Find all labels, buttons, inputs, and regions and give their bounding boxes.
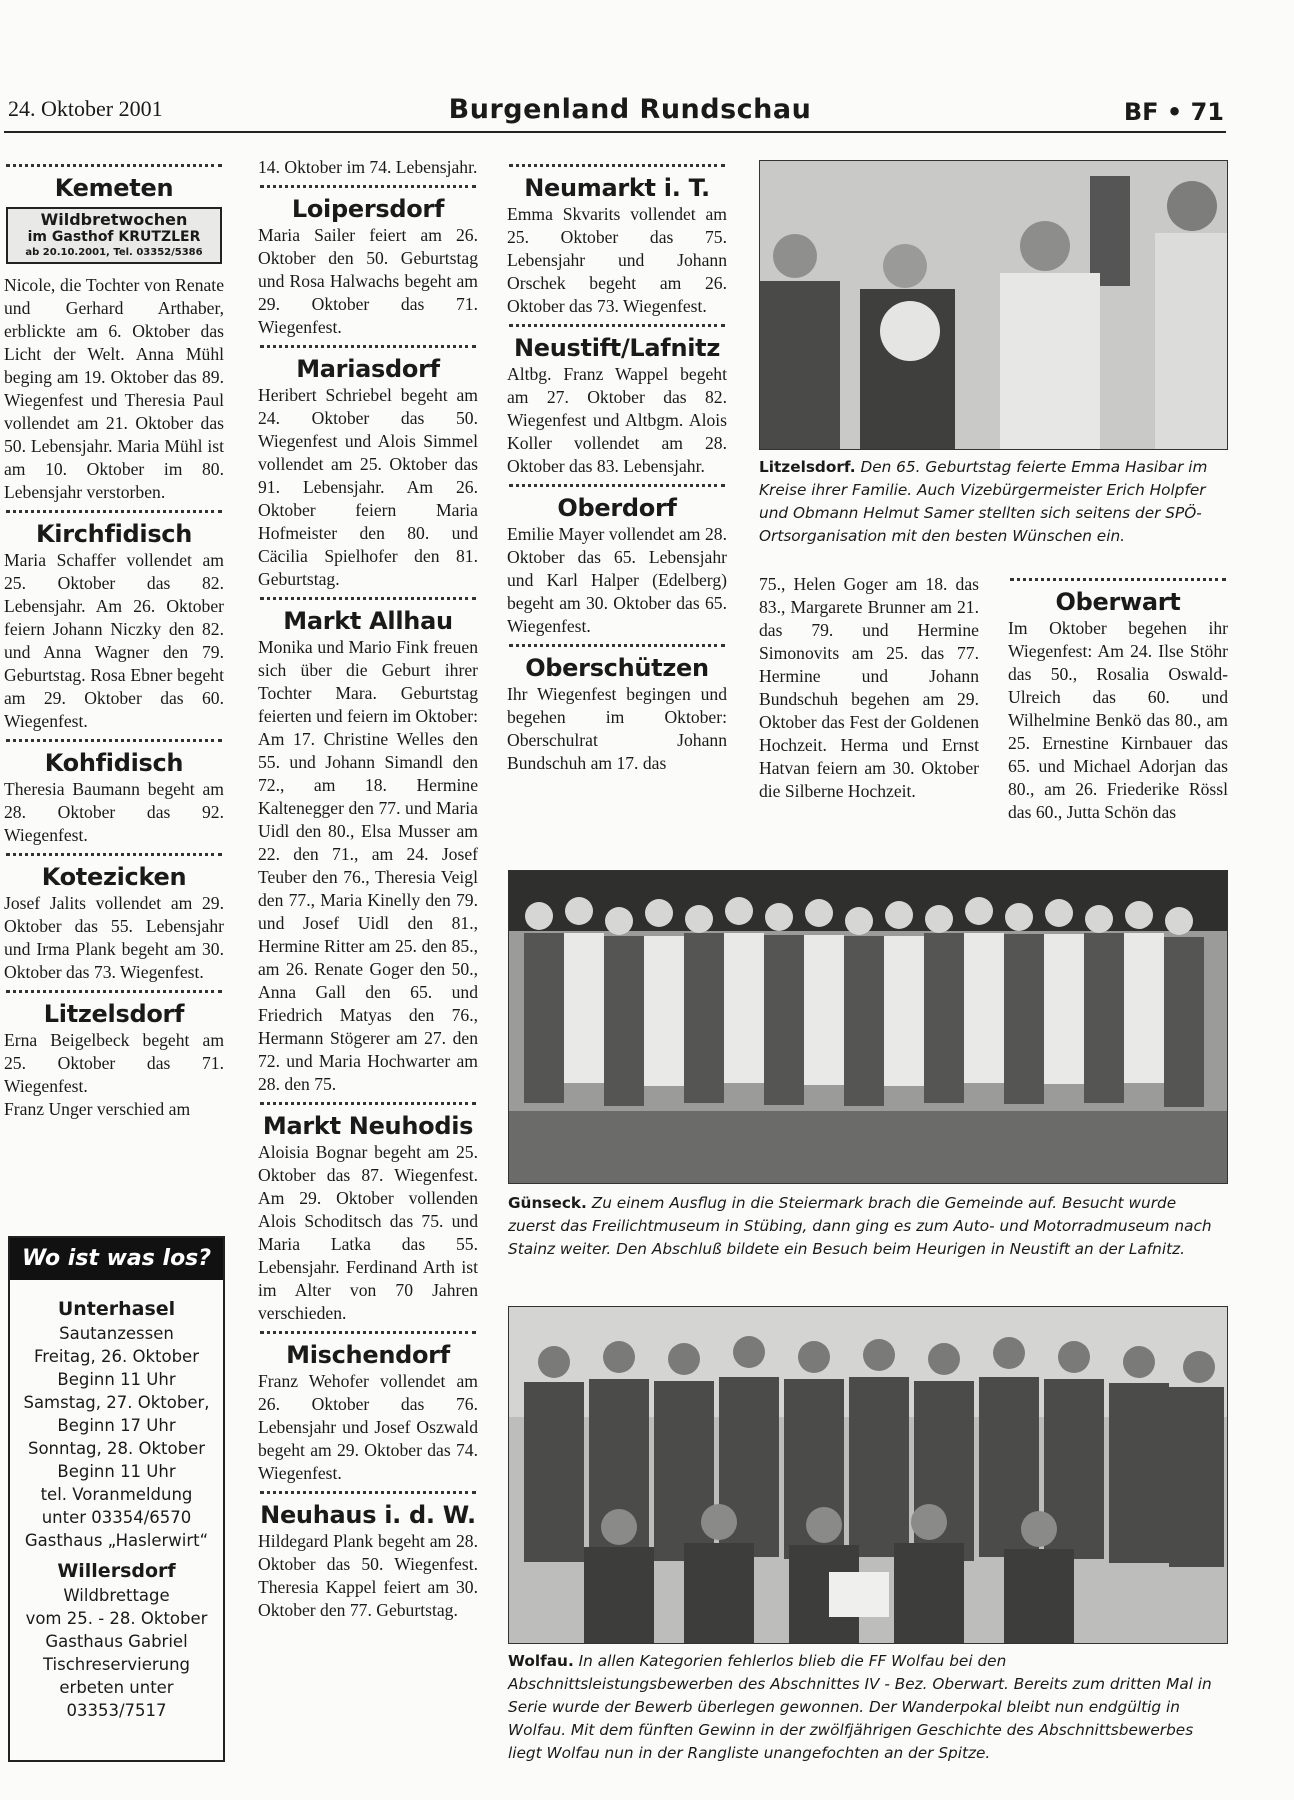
article-text: Franz Wehofer vollendet am 26. Oktober das 76. Lebensjahr und Josef Oszwald begeht am 29. Oktober das 74. Wiegenfest. — [258, 1371, 478, 1483]
event-line: tel. Voranmeldung — [40, 1485, 193, 1504]
article-text: Emma Skvarits vollendet am 25. Oktober das 75. Lebensjahr und Johann Orschek begeht am 26. Oktober das 73. Wiegenfest. — [507, 204, 727, 316]
article-text: 75., Helen Goger am 18. das 83., Margarete Brunner am 21. das 79. und Hermine Simonovits am 25. das 77. Hermine und Johann Bundschuh begehen am 29. Oktober das Fest der Goldenen Hochzeit. Herma und Ernst Hatvan feiern am 30. Oktober die Silberne Hochzeit. — [759, 574, 979, 801]
caption-guenseck — [508, 1192, 1226, 1261]
section-heading-kotezicken: Kotezicken — [41, 863, 187, 891]
article-text: Monika und Mario Fink freuen sich über die Geburt ihrer Tochter Mara. Geburtstag feierten und feiern im Oktober: Am 17. Christine Welles den 55. und Johann Simandl den 72., am 18. Hermine Kaltenegger den 77. und Maria Uidl den 80., Elsa Musser am 22. den 71., am 24. Josef Teuber den 76., Theresia Veigl den 77., Maria Kinelly den 79. und Josef Uidl den 81., Hermine Ritter am 25. den 85., am 26. Renate Goger den 50., Anna Gall den 65. und Friedrich Matyas den 76., Hermann Stögerer am 27. den 72. und Maria Hochwarter am 28. den 75. — [258, 637, 478, 1094]
column-5 — [1008, 572, 1228, 824]
divider — [6, 510, 222, 513]
section-heading-neumarkt: Neumarkt i. T. — [524, 174, 710, 202]
events-title: Wo ist was los? — [10, 1238, 223, 1280]
divider — [6, 990, 222, 993]
caption-place: Günseck. — [508, 1194, 587, 1212]
column-1 — [4, 158, 224, 1121]
caption-text: Den 65. Geburtstag feierte Emma Hasibar im Kreise ihrer Familie. Auch Vizebürgermeister Erich Holpfer und Obmann Helmut Samer stellten sich seitens der SPÖ-Ortsorganisation mit den besten Wünschen ein. — [759, 458, 1208, 545]
event-line: erbeten unter — [59, 1678, 174, 1697]
caption-litzelsdorf — [759, 456, 1226, 548]
newspaper-title: Burgenland Rundschau — [448, 94, 812, 125]
article-text: 14. Oktober im 74. Lebensjahr. — [258, 157, 478, 177]
article-text: Erna Beigelbeck begeht am 25. Oktober das 71. Wiegenfest. — [4, 1030, 224, 1096]
article-text: Emilie Mayer vollendet am 28. Oktober das 65. Lebensjahr und Karl Halper (Edelberg) begeht am 30. Oktober das 65. Wiegenfest. — [507, 524, 727, 636]
event-line: Tischreservierung — [42, 1655, 191, 1674]
column-4 — [759, 573, 979, 803]
section-heading-oberschuetzen: Oberschützen — [525, 654, 709, 682]
divider — [509, 164, 725, 167]
caption-text: In allen Kategorien fehlerlos blieb die FF Wolfau bei den Abschnittsleistungsbewerben des Abschnittes IV - Bez. Oberwart. Bereits zum dritten Mal in Serie wurde der Bewerb überlegen gewonnen. Der Wanderpokal bleibt nun endgültig in Wolfau. Mit dem fünften Gewinn in der zwölfjährigen Geschichte des Abschnittsbewerbes liegt Wolfau nun in der Rangliste unangefochten an der Spitze. — [508, 1652, 1212, 1762]
photo-people-illustration — [760, 161, 1227, 449]
section-heading-oberdorf: Oberdorf — [557, 494, 677, 522]
issue-date: 24. Oktober 2001 — [8, 96, 163, 121]
photo-group-illustration — [509, 871, 1227, 1183]
photo-guenseck — [508, 870, 1228, 1184]
page-number: BF • 71 — [1123, 98, 1224, 126]
event-line: Freitag, 26. Oktober — [34, 1347, 199, 1366]
divider — [260, 1102, 476, 1105]
article-text: Theresia Baumann begeht am 28. Oktober das 92. Wiegenfest. — [4, 779, 224, 845]
article-text: Altbg. Franz Wappel begeht am 27. Oktober das 82. Wiegenfest und Altbgm. Alois Koller vollendet am 28. Oktober das 83. Lebensjahr. — [507, 364, 727, 476]
article-text: Maria Schaffer vollendet am 25. Oktober das 82. Lebensjahr. Am 26. Oktober feiern Johann Niczky den 82. und Anna Wagner den 79. Geburtstag. Rosa Ebner begeht am 29. Oktober das 60. Wiegenfest. — [4, 550, 224, 731]
event-line: Beginn 11 Uhr — [57, 1370, 176, 1389]
section-heading-loipersdorf: Loipersdorf — [291, 195, 445, 223]
column-2 — [258, 156, 478, 1622]
divider — [6, 164, 222, 167]
section-heading-markt-allhau: Markt Allhau — [283, 607, 453, 635]
event-heading-willersdorf: Willersdorf — [57, 1560, 176, 1582]
column-3 — [507, 158, 727, 775]
section-heading-litzelsdorf: Litzelsdorf — [43, 1000, 185, 1028]
divider — [509, 484, 725, 487]
event-heading-unterhasel: Unterhasel — [57, 1298, 176, 1320]
section-heading-kohfidisch: Kohfidisch — [44, 749, 184, 777]
divider — [509, 324, 725, 327]
event-line: Gasthaus „Haslerwirt“ — [24, 1531, 209, 1550]
ad-wildbretwochen — [6, 207, 222, 264]
events-box — [8, 1236, 225, 1762]
divider — [260, 345, 476, 348]
article-text: Nicole, die Tochter von Renate und Gerhard Arthaber, erblickte am 6. Oktober das Licht der Welt. Anna Mühl beging am 19. Oktober das 89. Wiegenfest und Theresia Paul vollendet am 21. Oktober das 50. Lebensjahr. Maria Mühl ist am 10. Oktober im 80. Lebensjahr verstorben. — [4, 275, 224, 502]
section-heading-mariasdorf: Mariasdorf — [296, 355, 440, 383]
article-text: Franz Unger verschied am — [4, 1099, 191, 1119]
event-line: Sautanzessen — [59, 1324, 174, 1343]
article-text: Hildegard Plank begeht am 28. Oktober das 50. Wiegenfest. Theresia Kappel feiert am 30. Oktober den 77. Geburtstag. — [258, 1531, 478, 1620]
event-line: vom 25. - 28. Oktober — [25, 1609, 208, 1628]
caption-wolfau — [508, 1650, 1226, 1765]
article-text: Heribert Schriebel begeht am 24. Oktober das 50. Wiegenfest und Alois Simmel vollendet am 25. Oktober das 91. Lebensjahr. Am 26. Oktober feiern Maria Hofmeister den 80. und Cäcilia Spielhofer den 81. Geburtstag. — [258, 385, 478, 589]
event-line: unter 03354/6570 — [41, 1508, 192, 1527]
section-heading-kemeten: Kemeten — [54, 174, 174, 202]
ad-line: im Gasthof KRUTZLER — [27, 229, 201, 245]
divider — [260, 185, 476, 188]
event-line: Beginn 11 Uhr — [57, 1462, 176, 1481]
section-heading-markt-neuhodis: Markt Neuhodis — [262, 1112, 474, 1140]
divider — [6, 739, 222, 742]
article-text: Aloisia Bognar begeht am 25. Oktober das 87. Wiegenfest. Am 29. Oktober vollenden Alois Schoditsch das 75. und Maria Latka das 55. Lebensjahr. Ferdinand Arth ist im Alter von 70 Jahren verschieden. — [258, 1142, 478, 1323]
event-line: 03353/7517 — [66, 1701, 167, 1720]
ad-line: ab 20.10.2001, Tel. 03352/5386 — [25, 247, 203, 258]
divider — [260, 1491, 476, 1494]
section-heading-kirchfidisch: Kirchfidisch — [35, 520, 193, 548]
event-line: Sonntag, 28. Oktober — [27, 1439, 206, 1458]
article-text: Josef Jalits vollendet am 29. Oktober das 55. Lebensjahr und Irma Plank begeht am 30. Oktober das 73. Wiegenfest. — [4, 893, 224, 982]
photo-wolfau — [508, 1306, 1228, 1644]
caption-text: Zu einem Ausflug in die Steiermark brach die Gemeinde auf. Besucht wurde zuerst das Freilichtmuseum in Stübing, dann ging es zum Auto- und Motorradmuseum nach Stainz weiter. Den Abschluß bildete ein Besuch beim Heurigen in Neustift an der Lafnitz. — [508, 1194, 1212, 1258]
caption-place: Litzelsdorf. — [759, 458, 856, 476]
ad-line: Wildbretwochen — [40, 210, 188, 229]
article-text: Im Oktober begehen ihr Wiegenfest: Am 24. Ilse Stöhr das 50., Rosalia Oswald-Ulreich das 60. und Wilhelmine Benkö das 80., am 25. Ernestine Kirnbauer das 65. und Michael Adorjan das 80., am 26. Friederike Rössl das 60., Jutta Schön das — [1008, 618, 1228, 822]
header-rule — [4, 131, 1226, 133]
section-heading-oberwart: Oberwart — [1055, 588, 1181, 616]
article-text: Maria Sailer feiert am 26. Oktober den 50. Geburtstag und Rosa Halwachs begeht am 29. Oktober das 71. Wiegenfest. — [258, 225, 478, 337]
divider — [509, 644, 725, 647]
caption-place: Wolfau. — [508, 1652, 574, 1670]
section-heading-mischendorf: Mischendorf — [286, 1341, 450, 1369]
event-line: Wildbrettage — [63, 1586, 170, 1605]
section-heading-neuhaus: Neuhaus i. d. W. — [260, 1501, 476, 1529]
divider — [260, 1331, 476, 1334]
photo-firefighters-illustration — [509, 1307, 1227, 1643]
event-line: Beginn 17 Uhr — [57, 1416, 176, 1435]
divider — [1010, 578, 1226, 581]
event-line: Samstag, 27. Oktober, — [23, 1393, 210, 1412]
photo-litzelsdorf — [759, 160, 1228, 450]
divider — [6, 853, 222, 856]
section-heading-neustift: Neustift/Lafnitz — [514, 334, 720, 362]
divider — [260, 597, 476, 600]
event-line: Gasthaus Gabriel — [45, 1632, 188, 1651]
article-text: Ihr Wiegenfest begingen und begehen im Oktober: Oberschulrat Johann Bundschuh am 17. das — [507, 684, 727, 773]
